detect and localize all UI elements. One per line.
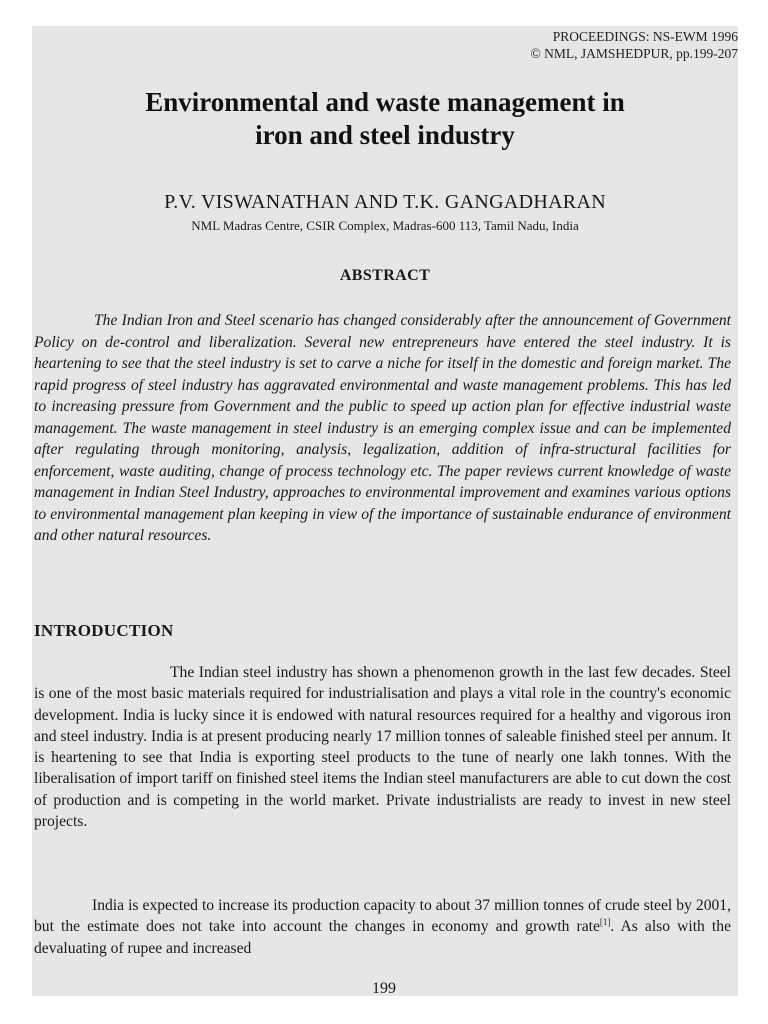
publisher-line: © NML, JAMSHEDPUR, pp.199-207 bbox=[530, 46, 738, 61]
paragraph-2-continuation: . As also with the devaluating of rupee and increased bbox=[34, 918, 731, 957]
paper-title bbox=[60, 86, 710, 152]
citation-ref: [1] bbox=[599, 917, 611, 928]
proceedings-header bbox=[530, 28, 738, 62]
paragraph-2-text: India is expected to increase its production capacity to about 37 million tonnes of crude steel by 2001, but the estimate does not take into account the changes in economy and growth rate bbox=[34, 897, 731, 936]
affiliation: NML Madras Centre, CSIR Complex, Madras-600 113, Tamil Nadu, India bbox=[191, 218, 579, 233]
introduction-paragraph-2 bbox=[34, 895, 731, 959]
abstract-heading: ABSTRACT bbox=[339, 267, 431, 284]
introduction-paragraph-1: The Indian steel industry has shown a phenomenon growth in the last few decades. Steel is one of the most basic materials required for industrialisation and plays a vital role in the country's economic development. India is lucky since it is endowed with natural resources required for a healthy and vigorous iron and steel industry. India is at present producing nearly 17 million tonnes of saleable finished steel per annum. It is heartening to see that India is exporting steel products to the tune of nearly one lakh tonnes. With the liberalisation of import tariff on finished steel items the Indian steel manufacturers are able to cut down the cost of production and is competing in the world market. Private industrialists are ready to invest in new steel projects. bbox=[34, 664, 731, 831]
abstract-text: The Indian Iron and Steel scenario has changed considerably after the announcement of Government Policy on de-control and liberalization. Several new entrepreneurs have entered the steel industry. It is heartening to see that the steel industry is set to carve a niche for itself in the domestic and foreign market. The rapid progress of steel industry has aggravated environmental and waste management problems. This has led to increasing pressure from Government and the public to speed up action plan for effective industrial waste management. The waste management in steel industry is an emerging complex issue and can be implemented after regulating through monitoring, analysis, legalization, addition of infra-structural facilities for enforcement, waste auditing, change of process technology etc. The paper reviews current knowledge of waste management in Indian Steel Industry, approaches to environmental improvement and examines various options to environmental management plan keeping in view of the importance of sustainable endurance of environment and other natural resources. bbox=[34, 312, 731, 544]
proceedings-line: PROCEEDINGS: NS-EWM 1996 bbox=[552, 29, 738, 44]
title-line-1: Environmental and waste management in bbox=[145, 87, 625, 117]
title-line-2: iron and steel industry bbox=[255, 120, 515, 150]
page-number: 199 bbox=[372, 980, 396, 997]
author-list: P.V. VISWANATHAN AND T.K. GANGADHARAN bbox=[164, 191, 606, 213]
introduction-heading: INTRODUCTION bbox=[34, 621, 174, 640]
